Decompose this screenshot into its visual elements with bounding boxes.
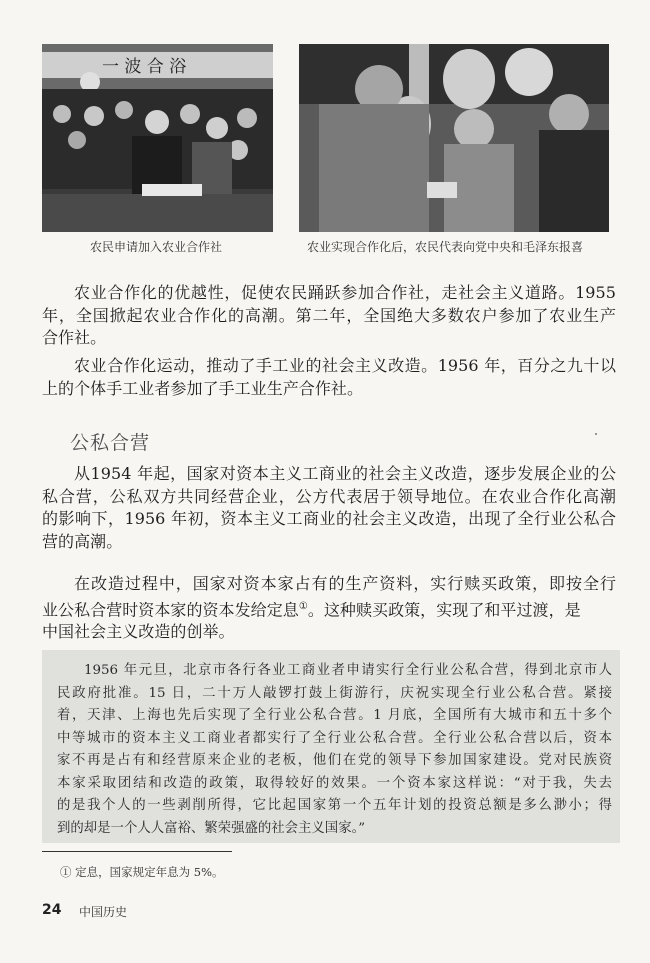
- photo-caption-right: 农业实现合作化后，农民代表向党中央和毛泽东报喜: [307, 240, 584, 254]
- footnote: ① 定息，国家规定年息为 5%。: [60, 865, 224, 879]
- book-title: 中国历史: [79, 905, 128, 919]
- footnote-marker: ①: [298, 600, 308, 612]
- text-line: 农业合作化的优越性，促使农民踊跃参加合作社，走社会主义道路。1955: [74, 283, 616, 302]
- box-line: 到的却是一个人人富裕、繁荣强盛的社会主义国家。”: [57, 820, 366, 836]
- box-line: 本家采取团结和改造的政策，取得较好的效果。一个资本家这样说：“对于我，失去: [57, 775, 612, 791]
- paragraph-public-private: [42, 463, 616, 553]
- text-line: 上的个体手工业者参加了手工业生产合作社。: [42, 378, 364, 398]
- text-fragment-a: 业公私合营时资本家的资本发给定息: [42, 599, 299, 619]
- text-line: 在改造过程中，国家对资本家占有的生产资料，实行赎买政策，即按全行: [74, 574, 616, 593]
- reading-box-text: [57, 660, 612, 840]
- text-line: 从1954 年起，国家对资本主义工商业的社会主义改造，逐步发展企业的公: [74, 464, 616, 483]
- box-line: 的是我个人的一些剥削所得，它比起国家第一个五年计划的投资总额是多么渺小；得: [57, 798, 612, 813]
- footnote-rule: [42, 851, 232, 852]
- speck: [595, 433, 597, 435]
- text-line: 合作社。: [42, 328, 107, 347]
- paragraph-cooperative-advantage: [42, 282, 616, 350]
- text-fragment: [42, 596, 581, 622]
- text-line: 年，全国掀起农业合作化的高潮。第二年，全国绝大多数农户参加了农业生产: [42, 305, 616, 325]
- text-line: [42, 596, 616, 622]
- text-line: 营的高潮。: [42, 531, 123, 551]
- photo-caption-left: 农民申请加入农业合作社: [90, 240, 223, 254]
- photo-farmers-reporting-to-party: [299, 44, 609, 232]
- box-line: 民政府批准。15 日，二十万人敲锣打鼓上街游行，庆祝实现全行业公私合营。紧接: [57, 685, 612, 701]
- text-line: 的影响下，1956 年初，资本主义工商业的社会主义改造，出现了全行业公私合: [42, 509, 616, 528]
- paragraph-handicraft: [42, 355, 616, 400]
- text-fragment-b: 。这种赎买政策，实现了和平过渡，是: [307, 599, 581, 619]
- photo-farmers-applying: [42, 44, 273, 232]
- paragraph-redemption-policy: [42, 573, 616, 644]
- banner-text: 一 波 合 浴: [102, 57, 187, 77]
- box-line: 中等城市的资本主义工商业者都实行了全行业公私合营。全行业公私合营以后，资本: [57, 730, 612, 746]
- page-number: 24: [42, 902, 62, 918]
- box-line: 1956 年元旦，北京市各行各业工商业者申请实行全行业公私合营，得到北京市人: [84, 663, 612, 678]
- section-title: 公私合营: [70, 432, 151, 454]
- text-line: 中国社会主义改造的创举。: [42, 622, 235, 642]
- text-line: 农业合作化运动，推动了手工业的社会主义改造。1956 年，百分之九十以: [74, 356, 616, 375]
- text-line: 私合营，公私双方共同经营企业，公方代表居于领导地位。在农业合作化高潮: [42, 486, 616, 506]
- box-line: 家不再是占有和经营原来企业的老板，他们在党的领导下参加国家建设。党对民族资: [57, 753, 612, 768]
- box-line: 着，天津、上海也先后实现了全行业公私合营。1 月底，全国所有大城市和五十多个: [57, 708, 612, 723]
